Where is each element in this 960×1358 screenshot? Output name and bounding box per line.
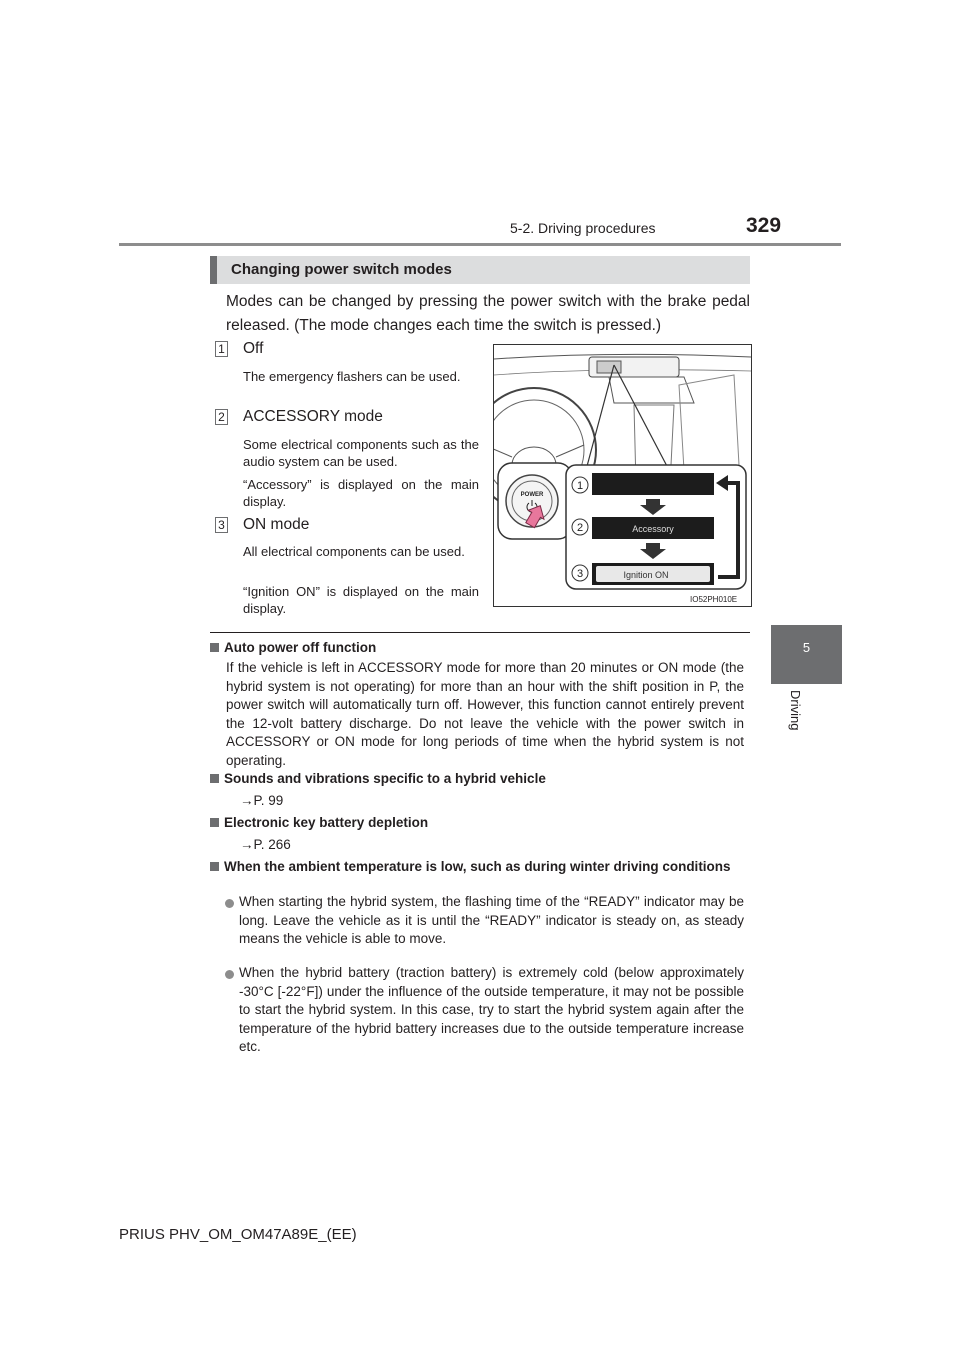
note-title-auto-power-off <box>210 640 376 655</box>
note-title-text: Auto power off function <box>224 640 377 655</box>
callout-2: 2 <box>576 522 584 534</box>
item-title-off: Off <box>243 340 264 357</box>
document-footer: PRIUS PHV_OM_OM47A89E_(EE) <box>119 1226 357 1243</box>
circle-bullet-icon <box>225 970 234 979</box>
note-bullet-low-temp-2: When the hybrid battery (traction battery) is extremely cold (below approximately -30°C [-22°F]) under the influence of the outside temperature, it may not be possible to start the hybrid system. In this case, try to start the hybrid system again after the temperature of the hybrid battery increases due to the outside temperature increase etc. <box>239 965 744 1054</box>
item-text-accessory-1: Some electrical components such as the audio system can be used. <box>243 437 479 469</box>
item-title-on: ON mode <box>243 516 310 533</box>
intro-paragraph: Modes can be changed by pressing the power switch with the brake pedal released. (The mode changes each time the switch is pressed.) <box>226 293 750 334</box>
section-heading-text: Changing power switch modes <box>231 261 452 278</box>
note-title-text: Sounds and vibrations specific to a hybrid vehicle <box>224 771 546 786</box>
power-switch-label: POWER <box>520 492 544 498</box>
item-text-off: The emergency flashers can be used. <box>243 369 461 384</box>
note-title-key-battery <box>210 815 428 830</box>
square-bullet-icon <box>210 862 219 871</box>
chapter-number: 5 <box>802 640 811 655</box>
item-text-on-1: All electrical components can be used. <box>243 544 465 559</box>
note-title-low-temperature <box>210 858 750 876</box>
item-text-on-2: “Ignition ON” is displayed on the main display. <box>243 584 479 616</box>
callout-3: 3 <box>576 568 584 580</box>
square-bullet-icon <box>210 818 219 827</box>
item-text-accessory-2: “Accessory” is displayed on the main display. <box>243 477 479 509</box>
section-rule <box>210 632 750 633</box>
circle-bullet-icon <box>225 899 234 908</box>
dashboard-illustration <box>493 344 752 607</box>
note-ref-key-battery[interactable]: →P. 266 <box>240 837 291 852</box>
note-title-text: Electronic key battery depletion <box>224 815 429 830</box>
header-rule <box>119 243 841 246</box>
display-ignition: Ignition ON <box>623 570 669 580</box>
square-bullet-icon <box>210 774 219 783</box>
chapter-label: Driving <box>788 690 803 731</box>
note-title-text: When the ambient temperature is low, such as during winter driving conditions <box>224 859 731 874</box>
section-breadcrumb: 5-2. Driving procedures <box>510 220 656 236</box>
note-bullet-low-temp-1: When starting the hybrid system, the flashing time of the “READY” indicator may be long. Leave the vehicle as it is until the “READY” indicator is steady on, as steady means the vehicle is able to move. <box>239 894 744 946</box>
item-number-3: 3 <box>215 517 228 533</box>
note-title-sounds <box>210 771 546 786</box>
section-heading <box>210 256 750 284</box>
note-ref-sounds[interactable]: →P. 99 <box>240 793 284 808</box>
display-accessory: Accessory <box>632 524 674 534</box>
illustration-code: IO52PH010E <box>690 595 738 604</box>
note-text-auto-power-off: If the vehicle is left in ACCESSORY mode for more than 20 minutes or ON mode (the hybrid system is not operating) for more than an hour with the shift position in P, the power switch will automatically turn off. However, this function cannot entirely prevent the 12-volt battery discharge. Do not leave the vehicle with the power switch in ACCESSORY or ON mode for long periods of time when the hybrid system is not operating. <box>226 660 744 768</box>
item-number-2: 2 <box>215 409 228 425</box>
square-bullet-icon <box>210 643 219 652</box>
item-title-accessory: ACCESSORY mode <box>243 408 383 425</box>
dashboard-drawing <box>494 345 751 606</box>
item-number-1: 1 <box>215 341 228 357</box>
callout-1: 1 <box>576 480 584 492</box>
page-number: 329 <box>746 214 782 237</box>
